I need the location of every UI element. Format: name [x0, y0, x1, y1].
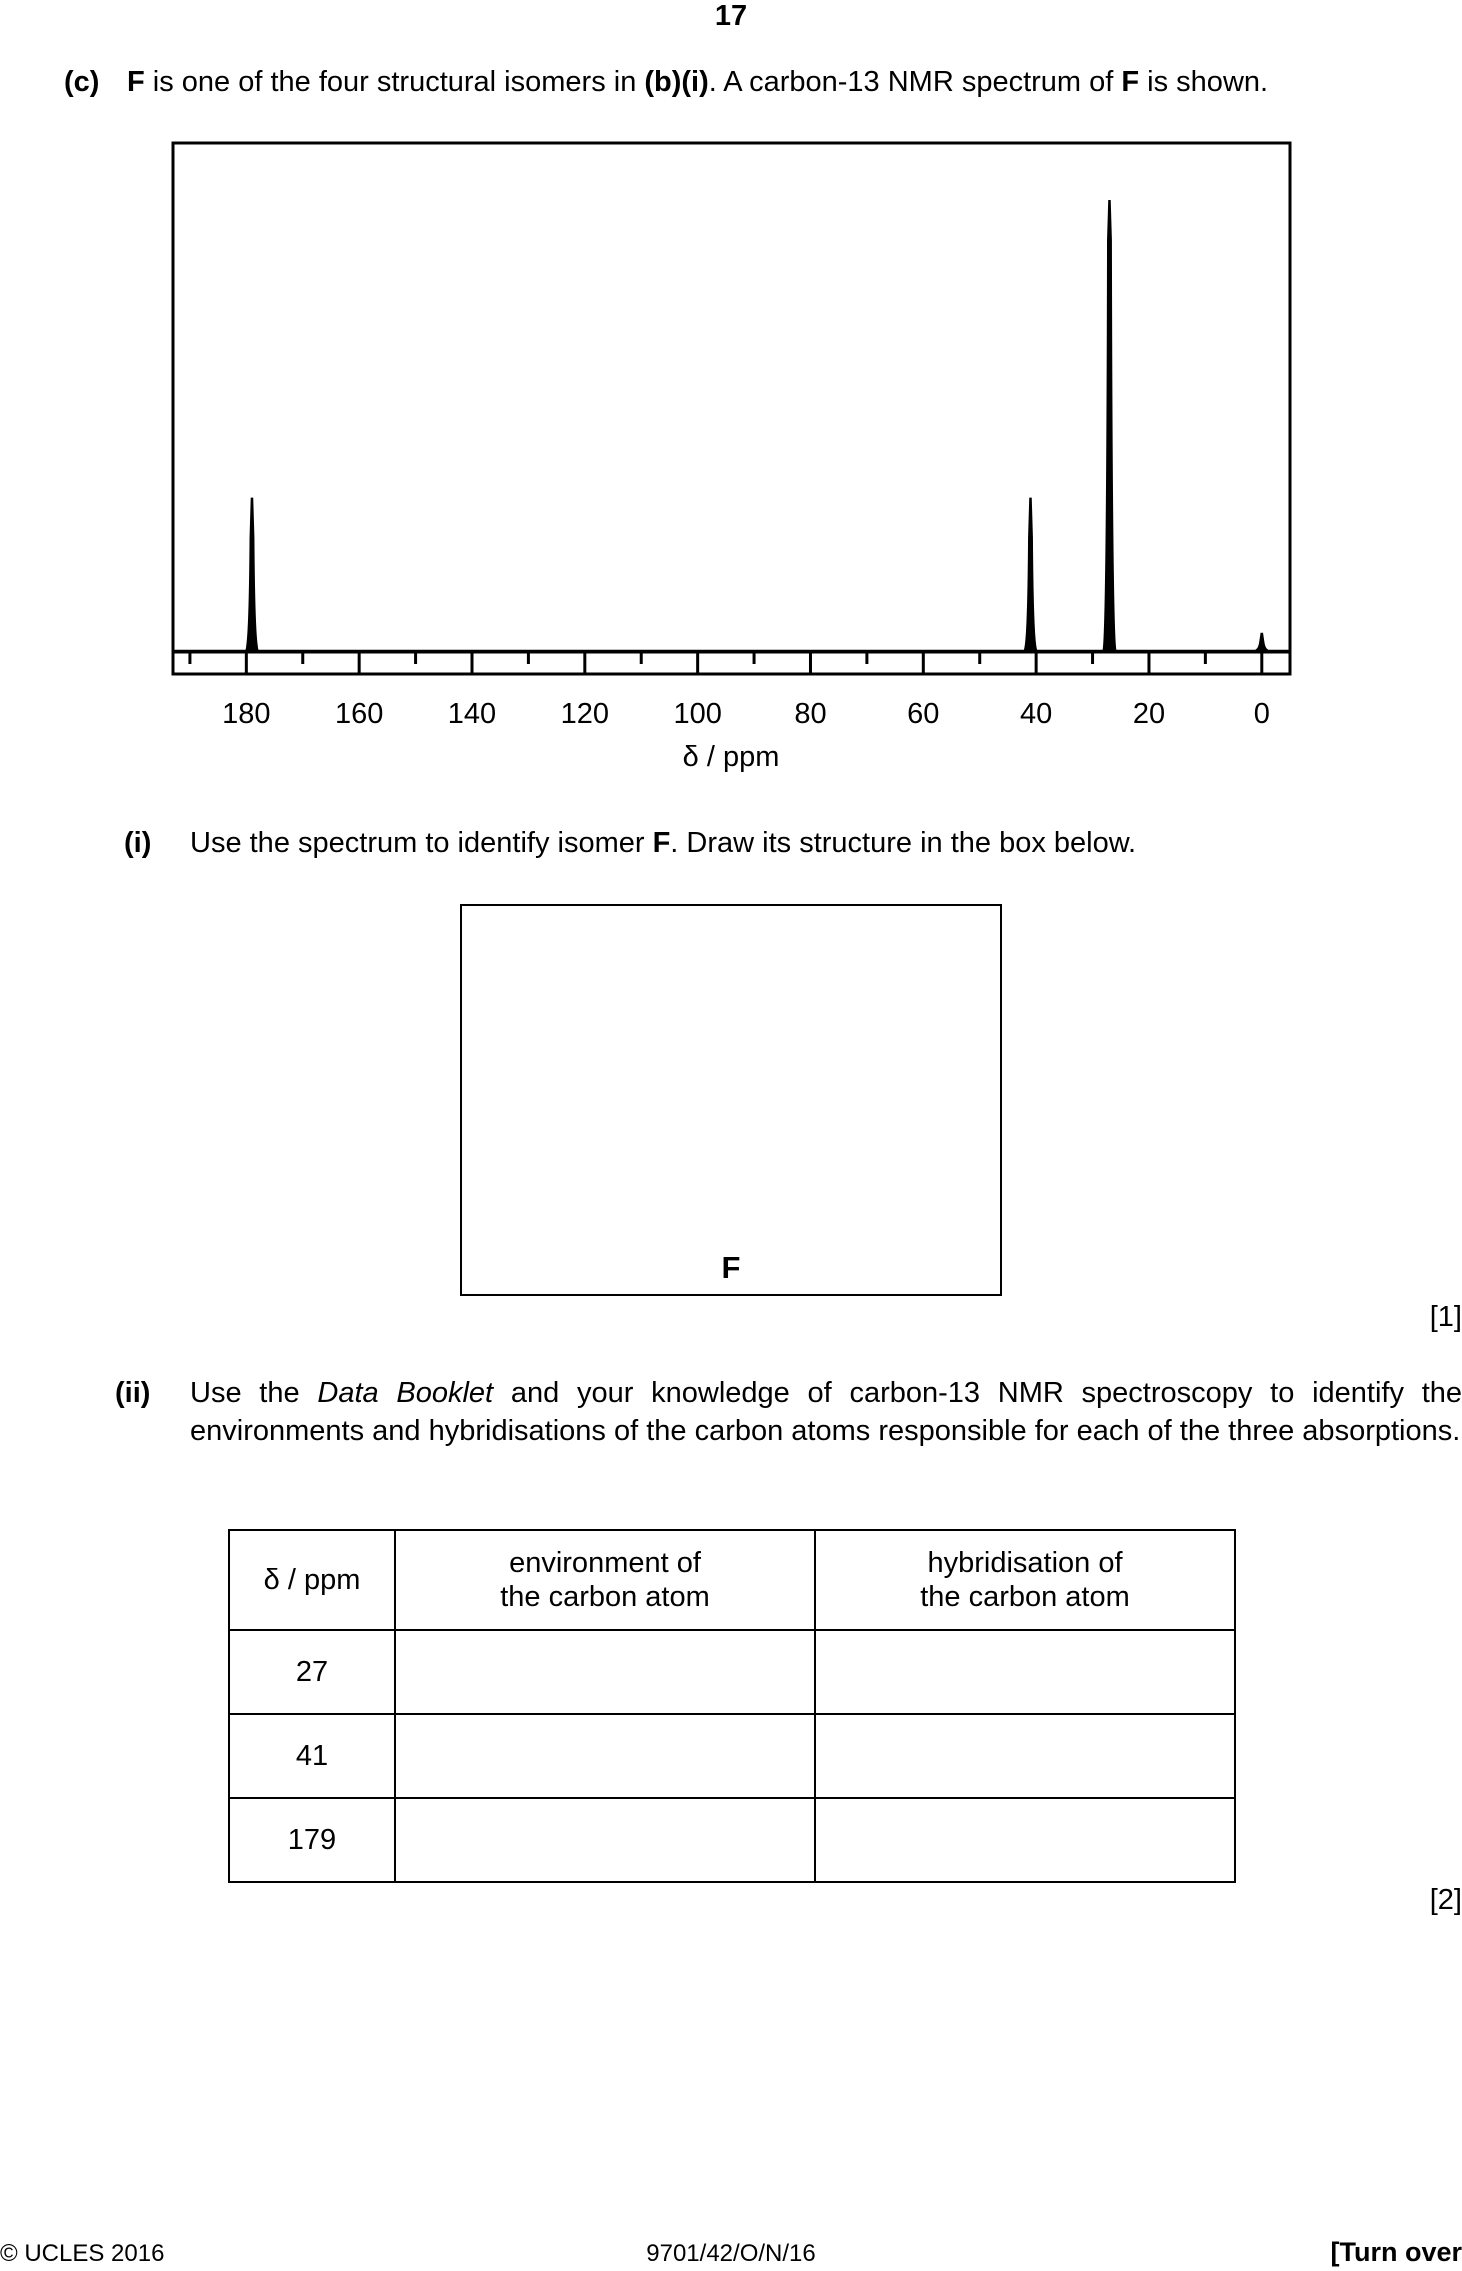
data-booklet-ref: Data Booklet: [317, 1377, 494, 1409]
hybridisation-answer-cell[interactable]: [815, 1798, 1235, 1882]
part-i-text: [190, 824, 1136, 862]
header-shift: δ / ppm: [229, 1530, 395, 1630]
footer-turn-over: [Turn over: [1330, 2237, 1462, 2267]
x-axis-ticks: [190, 652, 1262, 674]
header-hybridisation: [815, 1530, 1235, 1630]
shift-cell: 41: [229, 1714, 395, 1798]
part-c-text-1: is one of the four structural isomers in: [144, 66, 645, 98]
table-header-row: [229, 1530, 1235, 1630]
table-row: [229, 1630, 1235, 1714]
header-environment-line1: environment of: [509, 1547, 701, 1579]
peak-0: [1256, 633, 1268, 651]
tick-label: 60: [907, 698, 940, 730]
tick-label: 180: [222, 698, 271, 730]
tick-label: 40: [1020, 698, 1053, 730]
part-c-text-2: . A carbon-13 NMR spectrum of: [708, 66, 1122, 98]
header-environment: [395, 1530, 815, 1630]
hybridisation-answer-cell[interactable]: [815, 1630, 1235, 1714]
part-c-text-3: is shown.: [1139, 66, 1269, 98]
tick-label: 0: [1253, 698, 1270, 730]
carbon-environments-table: [228, 1529, 1236, 1883]
peak-179: [246, 498, 258, 651]
part-i-text-1: Use the spectrum to identify isomer: [190, 827, 653, 859]
tick-label: 160: [334, 698, 384, 730]
environment-answer-cell[interactable]: [395, 1798, 815, 1882]
marks-part-i: [1]: [1429, 1301, 1462, 1333]
x-axis-tick-labels: [222, 698, 1270, 730]
table-row: [229, 1798, 1235, 1882]
spectrum-peaks: [246, 200, 1268, 651]
environment-answer-cell[interactable]: [395, 1714, 815, 1798]
tick-label: 20: [1132, 698, 1166, 730]
structure-drawing-box[interactable]: [460, 904, 1002, 1296]
part-ii-label: (ii): [115, 1377, 151, 1409]
tick-label: 100: [673, 698, 722, 730]
table-row: [229, 1714, 1235, 1798]
header-hybridisation-line1: hybridisation of: [927, 1547, 1123, 1579]
part-ii-text-1: Use the: [190, 1377, 318, 1409]
header-environment-line2: the carbon atom: [500, 1581, 710, 1613]
shift-cell: 179: [229, 1798, 395, 1882]
tick-label: 80: [794, 698, 827, 730]
part-i-label: (i): [124, 827, 152, 859]
peak-41: [1024, 498, 1036, 651]
part-ref-b-i: (b)(i): [644, 66, 709, 98]
footer-paper-code: 9701/42/O/N/16: [646, 2240, 816, 2267]
isomer-f-ref: F: [127, 66, 145, 98]
hybridisation-answer-cell[interactable]: [815, 1714, 1235, 1798]
x-axis-label: δ / ppm: [682, 741, 780, 773]
part-i-text-2: . Draw its structure in the box below.: [670, 827, 1137, 859]
part-ii-text: [190, 1374, 1462, 1450]
page-number: 17: [714, 0, 748, 32]
structure-box-label: F: [721, 1250, 741, 1285]
header-hybridisation-line2: the carbon atom: [920, 1581, 1130, 1613]
shift-cell: 27: [229, 1630, 395, 1714]
part-c-label: (c): [64, 66, 100, 98]
part-ii-text-2: and your knowledge of carbon-13 NMR spectroscopy to identify the environments and hybridisations of the carbon atoms responsible for each of the three absorptions.: [190, 1377, 1462, 1447]
footer-copyright: © UCLES 2016: [0, 2240, 165, 2267]
isomer-f-ref-2: F: [1121, 66, 1140, 98]
marks-part-ii: [2]: [1429, 1884, 1462, 1916]
tick-label: 120: [560, 698, 610, 730]
tick-label: 140: [447, 698, 497, 730]
isomer-f-ref-3: F: [652, 827, 671, 859]
spectrum-frame: [173, 143, 1290, 674]
environment-answer-cell[interactable]: [395, 1630, 815, 1714]
peak-27: [1103, 200, 1115, 651]
nmr-spectrum-chart: [0, 0, 1462, 800]
